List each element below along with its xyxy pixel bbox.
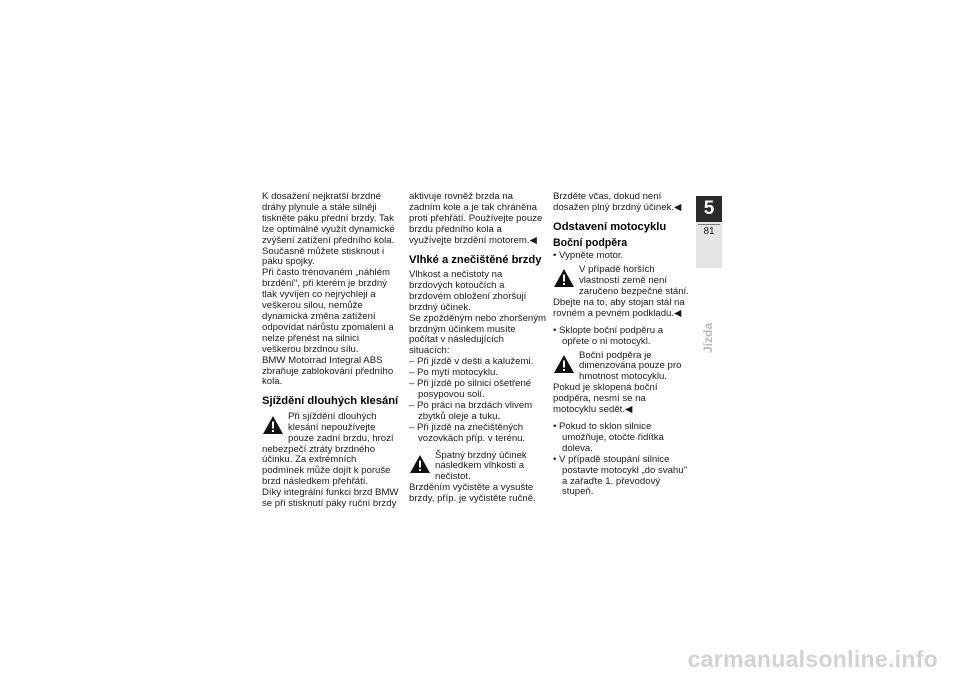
list-item: • V případě stoupání silnice postavte motocykl „do svahu" a zařaďte 1. převodový stupeň. [553,453,687,498]
warning-block [553,351,691,384]
chapter-number: 5 [696,196,722,222]
divider [698,224,720,225]
paragraph: BMW Motorrad Integral ABS zbraňuje zablokování předního kola. [262,354,394,388]
column-1 [262,192,400,510]
warning-text: Špatný brzdný účinek následkem vlhkosti a nečistot. [435,449,527,483]
column-3 [553,192,691,498]
paragraph: Brzděním vyčistěte a vysušte brzdy, příp. je vyčistěte ručně. [409,482,536,505]
warning-text: V případě horších vlastností země není zaručeno bezpečné stání. [579,264,689,298]
list-item: • Sklopte boční podpěru a opřete o ni motocykl. [553,324,664,347]
warning-text: Boční podpěra je dimenzována pouze pro hmotnost motocyklu. [579,349,682,383]
intro-paragraph: aktivuje rovněž brzda na zadním kole a je tak chráněna proti přehřátí. Používejte pouze brzdu předního kola a využívejte brzdění motorem.◀ [409,191,543,246]
warning-triangle-icon [409,454,431,474]
list-item: – Při jízdě po silnici ošetřené posypovou solí. [409,378,532,400]
section-heading: Odstavení motocyklu [553,220,667,233]
watermark: carmanualsonline.info [687,646,938,672]
paragraph: Při často trénovaném „náhlém brzdění", při kterém je brzdný tlak vyvíjen co nejrychleji a veškerou silou, nemůže dynamická změna zatížení odpovídat nárůstu zpomalení a nelze přenést na silnici veškerou brzdnou sílu. [262,267,394,355]
warning-block [553,265,691,298]
paragraph: Vlhkost a nečistoty na brzdových kotoučích a brzdovém obložení zhoršují brzdný účinek. [409,269,527,313]
chapter-label-text: Jízda [701,322,715,354]
warning-triangle-icon [262,415,284,435]
warning-block [409,451,547,484]
paragraph: Se zpožděným nebo zhoršeným brzdným účinkem musíte počítat v následujících situacích: [409,312,547,357]
column-2 [409,192,547,505]
warning-triangle-icon [553,268,575,288]
sub-heading: Boční podpěra [553,237,628,250]
section-heading: Vlhké a znečištěné brzdy [409,253,542,266]
chapter-side-label [700,316,716,360]
intro-paragraph: K dosažení nejkratší brzdné dráhy plynule a stále silněji tiskněte páku přední brzdy. Tak lze optimálně využít dynamické zvýšení zatížení předního kola. Současně můžete stisknout i páku spojky. [262,191,395,268]
paragraph: Dbejte na to, aby stojan stál na rovném a pevném podkladu.◀ [553,296,685,319]
list-item: – Při jízdě na znečištěných vozovkách příp. v terénu. [409,421,526,444]
paragraph: Díky integrální funkci brzd BMW se při stisknutí páky ruční brzdy [262,487,399,510]
list-item: • Vypněte motor. [553,250,624,262]
warning-triangle-icon [553,354,575,374]
page-number: 81 [703,226,715,237]
warning-text: Při sjíždění dlouhých klesání nepoužívejte pouze zadní brzdu, hrozí nebezpečí ztráty brzdného účinku. Za extrémních podmínek může dojít k poruše brzd následkem přehřátí. [262,410,394,488]
warning-block [262,412,400,488]
list-item: – Po práci na brzdách vlivem zbytků oleje a tuku. [409,399,533,422]
section-heading: Sjíždění dlouhých klesání [262,395,399,408]
chapter-tab [696,196,722,268]
list-item: – Po mytí motocyklu. [409,367,499,379]
paragraph: Pokud je sklopená boční podpěra, nesmí se na motocyklu sedět.◀ [553,382,658,416]
list-item: • Pokud to sklon silnice umožňuje, otočte řidítka doleva. [553,421,664,454]
list-item: – Při jízdě v dešti a kalužemi. [409,356,534,368]
intro-paragraph: Brzděte včas, dokud není dosažen plný brzdný účinek.◀ [553,191,682,213]
